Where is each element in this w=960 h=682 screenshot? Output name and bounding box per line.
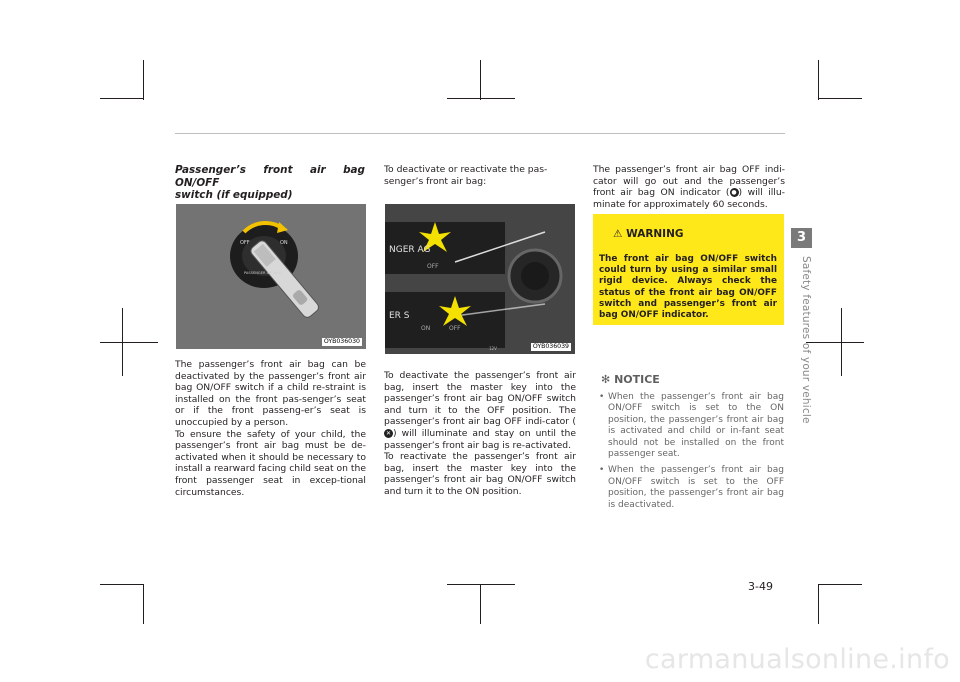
middle-paragraph-2: To reactivate the passenger’s front air bag, insert the master key into the passenger’s front air bag ON/OFF switch and turn it to the ON position. <box>384 451 576 497</box>
power-outlet-label: 12V <box>489 346 497 351</box>
left-body <box>175 359 366 498</box>
airbag-off-indicator-icon: ✕ <box>385 429 392 437</box>
right-body <box>593 164 785 210</box>
chapter-tab: 3 <box>791 228 812 248</box>
on-label: ON <box>280 240 288 246</box>
middle-body <box>384 370 576 498</box>
middle-intro <box>384 164 576 187</box>
notice-star-icon: ✻ <box>601 373 611 386</box>
bottom-panel-text: ER S <box>389 311 410 321</box>
airbag-on-indicator-icon: ● <box>731 189 737 197</box>
off-indicator-top: OFF <box>427 263 439 270</box>
on-indicator-bottom: ON <box>421 325 431 332</box>
warning-heading: ⚠ WARNING <box>613 228 684 240</box>
notice-heading: ✻ NOTICE <box>601 373 660 386</box>
chapter-title: Safety features of your vehicle <box>800 256 812 424</box>
dashboard-indicator-figure <box>385 204 575 354</box>
middle-intro-text: To deactivate or reactivate the pas-senger’s front air bag: <box>384 164 548 187</box>
key-switch-illustration <box>176 204 366 349</box>
notice-item: • When the passenger’s front air bag ON/OFF switch is set to the ON position, the passenger’s front air bag is activated and child or in-fant seat should not be installed on the front passenger seat. <box>596 392 784 460</box>
notice-item: • When the passenger’s front air bag ON/OFF switch is set to the OFF position, the passenger’s front air bag is deactivated. <box>596 465 784 511</box>
right-paragraph-1: The passenger’s front air bag OFF indi-cator will go out and the passenger’s front air bag ON indicator ( ● ) will illu-minate for approximately 60 seconds. <box>593 164 785 210</box>
figure-code: OYB036030 <box>323 338 360 345</box>
off-label: OFF <box>240 240 250 246</box>
passenger-airbag-label: PASSENGER AIR BAG <box>244 271 282 275</box>
warning-text: The front air bag ON/OFF switch could turn by using a similar small rigid device. Always check the status of the front air bag ON/OFF switch and passenger’s front air bag ON/OFF indicator. <box>599 254 777 321</box>
warning-box <box>593 214 784 325</box>
left-paragraph-1: The passenger’s front air bag can be deactivated by the passenger’s front air bag ON/OFF switch if a child re-straint is installed on the front pas-senger’s seat or if the front passeng-er’s seat is unoccupied by a person. <box>175 359 366 428</box>
left-paragraph-2: To ensure the safety of your child, the passenger’s front air bag must be de-activated when it should be necessary to install a rearward facing child seat on the front passenger seat in excep-tional circumstances. <box>175 428 366 498</box>
notice-list <box>596 392 784 516</box>
airbag-switch-figure <box>176 204 366 349</box>
off-indicator-bottom: OFF <box>449 325 461 332</box>
middle-paragraph-1: To deactivate the passenger’s front air bag, insert the master key into the passenger’s front air bag ON/OFF switch and turn it to the OFF position. The passenger’s front air bag OFF indi-cator (✕ ) will illuminate and stay on until the passenger’s front air bag is re-activated. <box>384 370 576 451</box>
warning-triangle-icon: ⚠ <box>613 228 623 240</box>
figure-code: OYB036039 <box>532 343 569 350</box>
header-rule <box>175 133 785 134</box>
top-panel-text: NGER AG <box>389 245 431 255</box>
section-heading: Passenger’s front air bag ON/OFF switch (if equipped) <box>175 164 365 202</box>
indicator-illustration <box>385 204 575 354</box>
watermark: carmanualsonline.info <box>644 644 950 675</box>
page-number: 3-49 <box>748 580 773 593</box>
left-column <box>175 164 365 202</box>
